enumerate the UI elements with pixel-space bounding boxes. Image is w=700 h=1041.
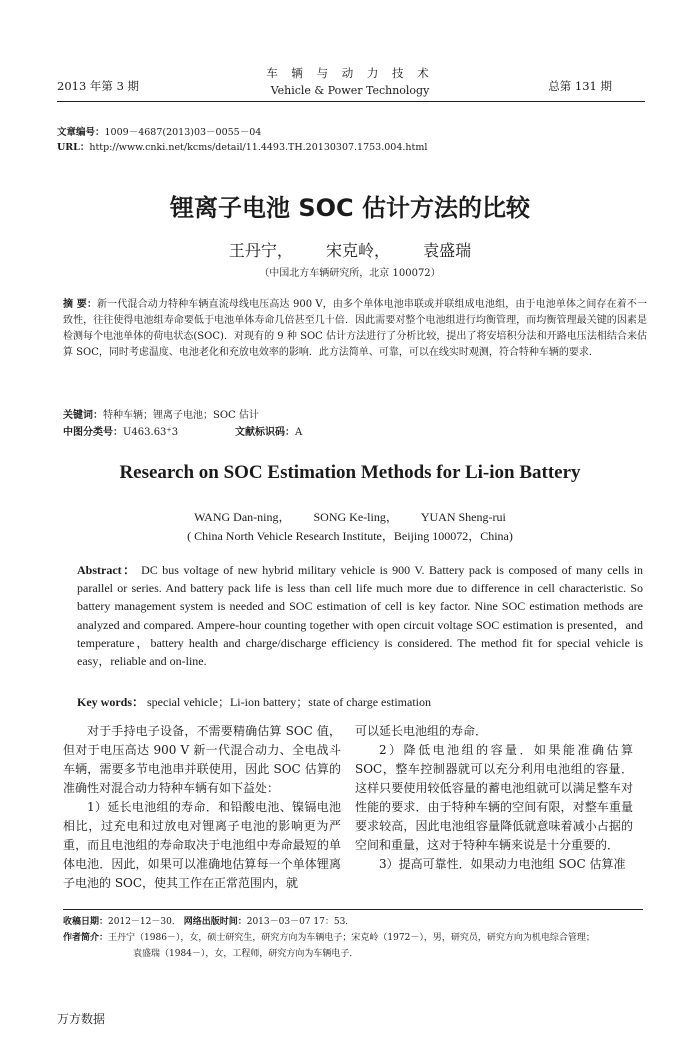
header-rule	[57, 101, 645, 102]
article-number	[57, 124, 261, 138]
bio-line-2: 袁盛瑞（1984－），女，工程师，研究方向为车辆电子．	[133, 949, 359, 959]
abstract-en-label: Abstract：	[77, 563, 137, 577]
clc-label: 中图分类号：	[63, 427, 123, 438]
doc-code	[235, 423, 302, 438]
online-value: 2013－03－07 17：53．	[246, 917, 355, 927]
authors-en	[0, 508, 700, 525]
received-label: 收稿日期：	[63, 917, 109, 927]
body-column-left	[63, 722, 341, 893]
bio-label: 作者简介：	[63, 933, 109, 943]
abstract-en	[77, 561, 643, 670]
author-2-cn: 宋克岭，	[325, 241, 390, 260]
affiliation-cn: （中国北方车辆研究所，北京 100072）	[259, 268, 441, 279]
author-1-en: WANG Dan-ning，	[194, 510, 291, 524]
classification	[63, 423, 178, 438]
keywords-cn-text: 特种车辆；锂离子电池；SOC 估计	[103, 410, 259, 421]
keywords-en-text: special vehicle；Li-ion battery；state of charge estimation	[147, 695, 432, 709]
body-paragraph: 1）延长电池组的寿命．和铅酸电池、镍镉电池相比，过充电和过放电对锂离子电池的影响更为严重，而且电池组的寿命取决于电池组中寿命最短的单体电池．因此，如果可以准确地估算每一个单体锂离子电池的 SOC，使其工作在正常范围内，就	[63, 800, 341, 890]
doc-code-value: A	[295, 427, 303, 438]
watermark: 万方数据	[57, 1012, 106, 1026]
author-3-en: YUAN Sheng-rui	[420, 510, 506, 524]
abstract-cn-label: 摘 要：	[63, 299, 98, 310]
keywords-en	[77, 693, 431, 710]
paper-title-cn: 锂离子电池 SOC 估计方法的比较	[169, 194, 530, 222]
footnote-dates	[63, 914, 653, 930]
body-paragraph: 3）提高可靠性．如果动力电池组 SOC 估算准	[379, 857, 626, 871]
abstract-cn	[63, 297, 647, 361]
body-paragraph: 对于手持电子设备，不需要精确估算 SOC 值，但对于电压高达 900 V 新一代混合动力、全电战斗车辆，需要多节电池串并联使用，因此 SOC 估算的准确性对混合动力特种车辆有如下益处：	[63, 724, 341, 795]
keywords-cn-label: 关键词：	[63, 410, 103, 421]
footnote-bio	[63, 930, 653, 946]
online-label: 网络出版时间：	[183, 917, 247, 927]
keywords-cn	[63, 406, 259, 421]
paper-title-en: Research on SOC Estimation Methods for Li-ion Battery	[119, 462, 581, 483]
author-2-en: SONG Ke-ling，	[313, 510, 398, 524]
bio-line-1: 王丹宁（1986－），女，硕士研究生，研究方向为车辆电子；宋克岭（1972－），男，研究员，研究方向为机电综合管理；	[108, 933, 595, 943]
footnote-rule	[63, 909, 643, 910]
body-paragraph: 2）降低电池组的容量．如果能准确估算 SOC，整车控制器就可以充分利用电池组的容量．这样只要使用较低容量的蓄电池组就可以满足整车对性能的要求．由于特种车辆的空间有限，对整车重量要求较高，因此电池组容量降低就意味着减小占据的空间和重量，这对于特种车辆来说是十分重要的．	[355, 743, 633, 852]
journal-name-en: Vehicle & Power Technology	[270, 84, 430, 97]
article-url	[57, 139, 427, 153]
authors-cn	[0, 238, 700, 261]
doc-code-label: 文献标识码：	[235, 427, 295, 438]
affiliation-en: ( China North Vehicle Research Institute，Beijing 100072，China)	[187, 529, 513, 543]
abstract-cn-text: 新一代混合动力特种车辆直流母线电压高达 900 V，由多个单体电池串联或并联组成电池组，由于电池单体之间存在着不一致性，往往使得电池组寿命要低于电池单体寿命几倍甚至几十倍．因此需要对整个电池组进行均衡管理，而均衡管理最关键的因素是检测每个电池单体的荷电状态(SOC)．对现有的 9 种 SOC 估计方法进行了分析比较，提出了将安培积分法和开路电压法相结合来估算 SOC，同时考虑温度、电池老化和充放电效率的影响．此方法简单、可靠，可以在线实时观测，符合特种车辆的要求．	[63, 299, 648, 358]
url-value[interactable]: http://www.cnki.net/kcms/detail/11.4493.TH.20130307.1753.004.html	[89, 142, 428, 153]
abstract-en-text: DC bus voltage of new hybrid military vehicle is 900 V. Battery pack is composed of many cells in parallel or series. And battery pack life is less than cell life much more due to difference in cell characteristic. So battery management system is needed and SOC estimation of cell is key factor. Nine SOC estimation methods are analyzed and compared. Ampere-hour counting together with open circuit voltage SOC estimation is presented，and temperature，battery health and charge/discharge efficiency is considered. The method fit for special vehicle is easy，reliable and on-line.	[77, 563, 644, 669]
article-number-value: 1009－4687(2013)03－0055－04	[104, 127, 262, 138]
body-paragraph: 可以延长电池组的寿命．	[355, 724, 488, 738]
clc-value: U463.63⁺3	[123, 427, 179, 438]
author-1-cn: 王丹宁，	[228, 241, 293, 260]
issue-label: 2013 年第 3 期	[57, 79, 140, 93]
article-number-label: 文章编号：	[57, 127, 105, 138]
received-value: 2012－12－30．	[108, 917, 181, 927]
body-column-right	[355, 722, 633, 874]
journal-name-cn: 车 辆 与 动 力 技 术	[266, 66, 434, 80]
footnote	[63, 914, 653, 962]
keywords-en-label: Key words：	[77, 695, 144, 709]
total-issue-label: 总第 131 期	[548, 79, 612, 93]
author-3-cn: 袁盛瑞	[423, 241, 472, 260]
url-label: URL：	[57, 142, 90, 153]
